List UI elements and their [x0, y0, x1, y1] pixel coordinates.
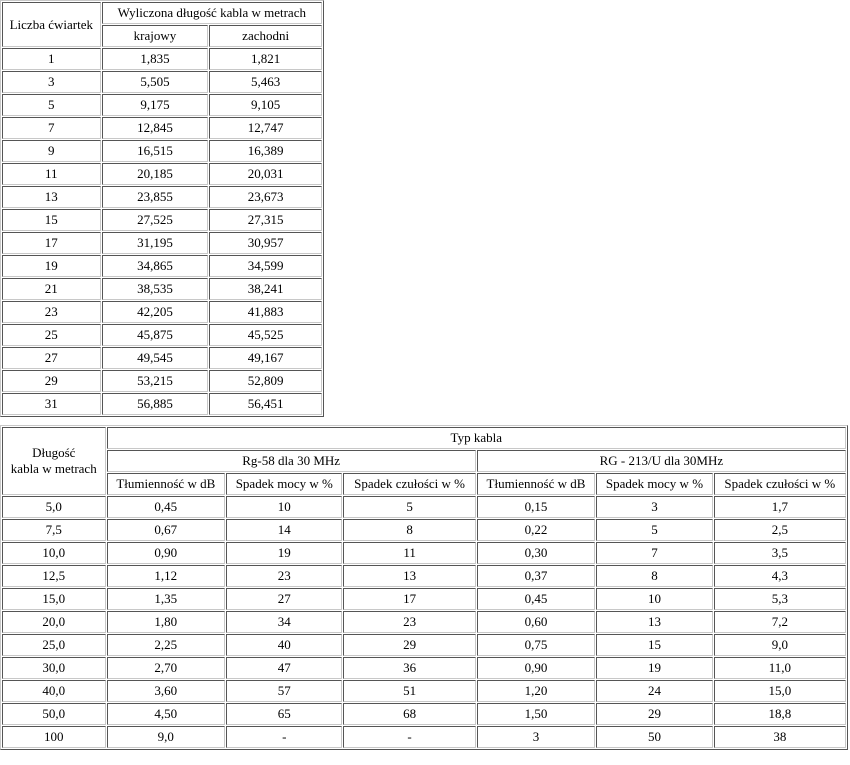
table-row [2, 634, 846, 656]
domestic-length-cell: 1,835 [102, 48, 209, 70]
rg58-power-drop-cell: 57 [226, 680, 342, 702]
rg58-attenuation-cell: 2,25 [107, 634, 226, 656]
rg213-sensitivity-drop-cell: 11,0 [714, 657, 846, 679]
table-row [2, 542, 846, 564]
western-length-cell: 52,809 [209, 370, 322, 392]
domestic-length-cell: 53,215 [102, 370, 209, 392]
rg213-power-drop-cell: 5 [596, 519, 712, 541]
header-rg213-power-drop: Spadek mocy w % [596, 473, 712, 495]
domestic-length-cell: 16,515 [102, 140, 209, 162]
table-row [2, 71, 322, 93]
header-cable-length-line1: Długość [32, 445, 76, 460]
rg213-attenuation-cell: 0,60 [477, 611, 596, 633]
table-header-row [2, 2, 322, 24]
quarter-count-cell: 19 [2, 255, 101, 277]
western-length-cell: 23,673 [209, 186, 322, 208]
rg58-attenuation-cell: 9,0 [107, 726, 226, 748]
rg58-power-drop-cell: 40 [226, 634, 342, 656]
table-row [2, 680, 846, 702]
rg213-sensitivity-drop-cell: 9,0 [714, 634, 846, 656]
header-rg58-sensitivity-drop: Spadek czułości w % [343, 473, 475, 495]
rg58-attenuation-cell: 3,60 [107, 680, 226, 702]
rg213-attenuation-cell: 0,75 [477, 634, 596, 656]
rg58-sensitivity-drop-cell: 51 [343, 680, 475, 702]
rg213-sensitivity-drop-cell: 38 [714, 726, 846, 748]
cable-length-cell: 5,0 [2, 496, 106, 518]
rg213-sensitivity-drop-cell: 15,0 [714, 680, 846, 702]
rg213-power-drop-cell: 7 [596, 542, 712, 564]
cable-length-cell: 30,0 [2, 657, 106, 679]
domestic-length-cell: 20,185 [102, 163, 209, 185]
table-subheader-row [2, 473, 846, 495]
rg213-attenuation-cell: 0,45 [477, 588, 596, 610]
cable-loss-table [0, 425, 848, 750]
rg213-power-drop-cell: 8 [596, 565, 712, 587]
quarter-count-cell: 17 [2, 232, 101, 254]
rg213-power-drop-cell: 13 [596, 611, 712, 633]
rg213-power-drop-cell: 3 [596, 496, 712, 518]
domestic-length-cell: 38,535 [102, 278, 209, 300]
quarter-count-cell: 9 [2, 140, 101, 162]
cable-length-cell: 100 [2, 726, 106, 748]
quarter-count-cell: 29 [2, 370, 101, 392]
table-row [2, 324, 322, 346]
western-length-cell: 49,167 [209, 347, 322, 369]
table-row [2, 94, 322, 116]
table-row [2, 611, 846, 633]
rg213-attenuation-cell: 1,20 [477, 680, 596, 702]
table-row [2, 726, 846, 748]
domestic-length-cell: 49,545 [102, 347, 209, 369]
rg58-attenuation-cell: 1,35 [107, 588, 226, 610]
quarter-count-cell: 3 [2, 71, 101, 93]
rg58-attenuation-cell: 4,50 [107, 703, 226, 725]
header-rg213-attenuation: Tłumienność w dB [477, 473, 596, 495]
western-length-cell: 16,389 [209, 140, 322, 162]
table-row [2, 117, 322, 139]
quarter-count-cell: 7 [2, 117, 101, 139]
quarter-wave-length-table [0, 0, 324, 417]
header-rg213: RG - 213/U dla 30MHz [477, 450, 846, 472]
header-rg213-sensitivity-drop: Spadek czułości w % [714, 473, 846, 495]
western-length-cell: 30,957 [209, 232, 322, 254]
quarter-count-cell: 31 [2, 393, 101, 415]
rg213-attenuation-cell: 0,37 [477, 565, 596, 587]
rg213-attenuation-cell: 0,30 [477, 542, 596, 564]
table-row [2, 140, 322, 162]
quarter-count-cell: 25 [2, 324, 101, 346]
rg213-power-drop-cell: 29 [596, 703, 712, 725]
rg58-sensitivity-drop-cell: 8 [343, 519, 475, 541]
western-length-cell: 41,883 [209, 301, 322, 323]
quarter-count-cell: 11 [2, 163, 101, 185]
domestic-length-cell: 27,525 [102, 209, 209, 231]
quarter-count-cell: 15 [2, 209, 101, 231]
table-row [2, 301, 322, 323]
table-row [2, 496, 846, 518]
rg58-power-drop-cell: 19 [226, 542, 342, 564]
cable-length-cell: 10,0 [2, 542, 106, 564]
rg213-attenuation-cell: 0,90 [477, 657, 596, 679]
domestic-length-cell: 56,885 [102, 393, 209, 415]
rg58-sensitivity-drop-cell: 23 [343, 611, 475, 633]
rg58-sensitivity-drop-cell: 36 [343, 657, 475, 679]
rg58-power-drop-cell: - [226, 726, 342, 748]
rg58-attenuation-cell: 1,80 [107, 611, 226, 633]
quarter-wave-length-table-body [2, 2, 322, 415]
rg58-sensitivity-drop-cell: 5 [343, 496, 475, 518]
cable-length-cell: 12,5 [2, 565, 106, 587]
quarter-count-cell: 13 [2, 186, 101, 208]
rg213-sensitivity-drop-cell: 1,7 [714, 496, 846, 518]
rg213-power-drop-cell: 10 [596, 588, 712, 610]
rg213-sensitivity-drop-cell: 4,3 [714, 565, 846, 587]
header-cable-type: Typ kabla [107, 427, 846, 449]
rg58-sensitivity-drop-cell: 68 [343, 703, 475, 725]
header-rg58-power-drop: Spadek mocy w % [226, 473, 342, 495]
table-header-row [2, 427, 846, 449]
quarter-count-cell: 27 [2, 347, 101, 369]
domestic-length-cell: 5,505 [102, 71, 209, 93]
table-row [2, 657, 846, 679]
header-rg58-attenuation: Tłumienność w dB [107, 473, 226, 495]
rg58-sensitivity-drop-cell: 11 [343, 542, 475, 564]
table-row [2, 186, 322, 208]
table-row [2, 163, 322, 185]
header-cable-length [2, 427, 106, 495]
table-row [2, 519, 846, 541]
rg58-power-drop-cell: 10 [226, 496, 342, 518]
western-length-cell: 1,821 [209, 48, 322, 70]
header-cable-length-line2: kabla w metrach [10, 461, 97, 476]
domestic-length-cell: 34,865 [102, 255, 209, 277]
table-row [2, 255, 322, 277]
header-quarter-count: Liczba ćwiartek [2, 2, 101, 47]
rg58-power-drop-cell: 27 [226, 588, 342, 610]
rg58-power-drop-cell: 47 [226, 657, 342, 679]
table-row [2, 370, 322, 392]
western-length-cell: 38,241 [209, 278, 322, 300]
domestic-length-cell: 9,175 [102, 94, 209, 116]
rg58-attenuation-cell: 0,67 [107, 519, 226, 541]
rg58-attenuation-cell: 1,12 [107, 565, 226, 587]
header-calculated-length: Wyliczona długość kabla w metrach [102, 2, 322, 24]
table-header-row [2, 450, 846, 472]
table-row [2, 209, 322, 231]
table-row [2, 565, 846, 587]
rg213-sensitivity-drop-cell: 7,2 [714, 611, 846, 633]
quarter-count-cell: 23 [2, 301, 101, 323]
domestic-length-cell: 23,855 [102, 186, 209, 208]
rg58-attenuation-cell: 0,45 [107, 496, 226, 518]
quarter-count-cell: 1 [2, 48, 101, 70]
western-length-cell: 12,747 [209, 117, 322, 139]
table-row [2, 278, 322, 300]
rg58-sensitivity-drop-cell: - [343, 726, 475, 748]
rg58-sensitivity-drop-cell: 13 [343, 565, 475, 587]
rg58-power-drop-cell: 14 [226, 519, 342, 541]
rg213-power-drop-cell: 19 [596, 657, 712, 679]
cable-length-cell: 50,0 [2, 703, 106, 725]
western-length-cell: 27,315 [209, 209, 322, 231]
header-rg58: Rg-58 dla 30 MHz [107, 450, 476, 472]
rg213-attenuation-cell: 0,15 [477, 496, 596, 518]
table-row [2, 703, 846, 725]
western-length-cell: 56,451 [209, 393, 322, 415]
rg213-attenuation-cell: 0,22 [477, 519, 596, 541]
western-length-cell: 45,525 [209, 324, 322, 346]
table-row [2, 393, 322, 415]
rg213-sensitivity-drop-cell: 3,5 [714, 542, 846, 564]
rg58-sensitivity-drop-cell: 29 [343, 634, 475, 656]
western-length-cell: 9,105 [209, 94, 322, 116]
domestic-length-cell: 31,195 [102, 232, 209, 254]
cable-length-cell: 25,0 [2, 634, 106, 656]
domestic-length-cell: 45,875 [102, 324, 209, 346]
domestic-length-cell: 12,845 [102, 117, 209, 139]
cable-length-cell: 15,0 [2, 588, 106, 610]
western-length-cell: 20,031 [209, 163, 322, 185]
rg58-attenuation-cell: 2,70 [107, 657, 226, 679]
rg213-power-drop-cell: 24 [596, 680, 712, 702]
header-western: zachodni [209, 25, 322, 47]
rg213-sensitivity-drop-cell: 18,8 [714, 703, 846, 725]
table-row [2, 232, 322, 254]
rg58-power-drop-cell: 65 [226, 703, 342, 725]
quarter-count-cell: 21 [2, 278, 101, 300]
rg58-power-drop-cell: 23 [226, 565, 342, 587]
cable-length-cell: 20,0 [2, 611, 106, 633]
quarter-count-cell: 5 [2, 94, 101, 116]
cable-length-cell: 7,5 [2, 519, 106, 541]
table-row [2, 48, 322, 70]
domestic-length-cell: 42,205 [102, 301, 209, 323]
cable-length-cell: 40,0 [2, 680, 106, 702]
table-row [2, 588, 846, 610]
header-domestic: krajowy [102, 25, 209, 47]
western-length-cell: 34,599 [209, 255, 322, 277]
rg213-sensitivity-drop-cell: 5,3 [714, 588, 846, 610]
cable-loss-table-body [2, 427, 846, 748]
table-row [2, 347, 322, 369]
rg213-attenuation-cell: 3 [477, 726, 596, 748]
rg58-power-drop-cell: 34 [226, 611, 342, 633]
rg213-power-drop-cell: 50 [596, 726, 712, 748]
rg213-attenuation-cell: 1,50 [477, 703, 596, 725]
rg58-attenuation-cell: 0,90 [107, 542, 226, 564]
rg213-sensitivity-drop-cell: 2,5 [714, 519, 846, 541]
western-length-cell: 5,463 [209, 71, 322, 93]
rg213-power-drop-cell: 15 [596, 634, 712, 656]
rg58-sensitivity-drop-cell: 17 [343, 588, 475, 610]
